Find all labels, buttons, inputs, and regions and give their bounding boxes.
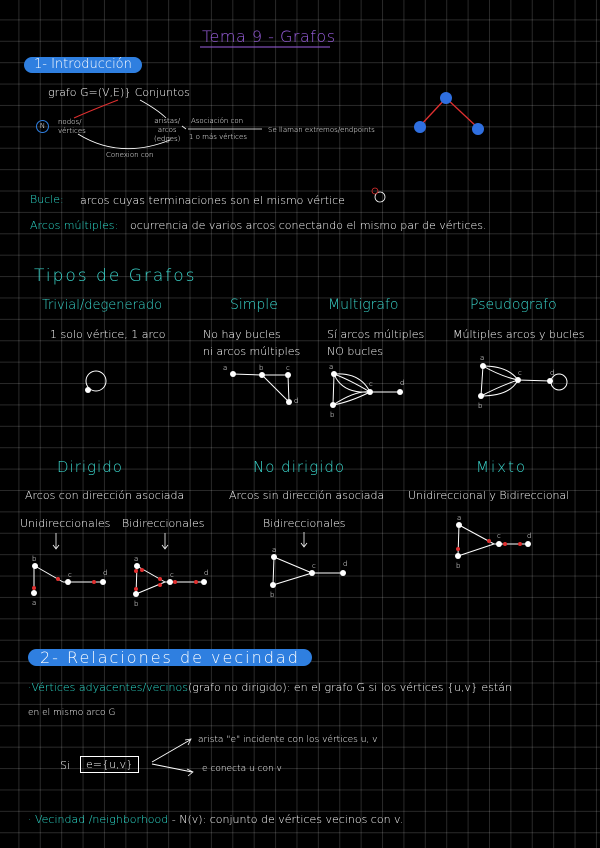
dirigido-title: Dirigido [57,458,123,476]
node-label: a [329,363,334,371]
dirigido-bi: Bidireccionales [122,517,205,530]
multigrafo-desc1: Sí arcos múltiples [327,328,425,341]
graph-definition: grafo G=(V,E)} Conjuntos [48,86,190,99]
neighborhood-term: · Vecindad /neighborhood [28,813,169,826]
trivial-title: Trivial/degenerado [42,298,163,313]
node-label: b [330,411,335,419]
simple-desc2: ni arcos múltiples [203,345,301,358]
bucle-definition: arcos cuyas terminaciones son el mismo vértice [80,194,345,207]
node-label: b [270,591,275,599]
no-dirigido-bi: Bidireccionales [263,517,346,530]
node-label: b [134,600,139,608]
node-label: a [134,555,139,563]
multigrafo-desc2: NO bucles [327,345,383,358]
node-label: b [478,402,483,410]
multigrafo-title: Multigrafo [328,297,399,313]
simple-desc1: No hay bucles [203,328,281,341]
simple-title: Simple [230,297,278,313]
node-label: a [480,354,485,362]
branch-incident: arista "e" incidente con los vértices u, v [198,735,378,745]
section1-label: 1- Introducción [24,57,142,73]
node-label: a [457,514,462,522]
node-label: b [456,562,461,570]
pseudografo-desc: Múltiples arcos y bucles [453,328,585,341]
node-label: c [286,364,290,372]
association-sub: 1 o más vértices [189,133,247,141]
node-label: a [32,599,37,607]
node-label: c [68,571,72,579]
connection-label: Conexion con [106,151,154,159]
tipos-heading: Tipos de Grafos [34,266,197,286]
no-dirigido-desc: Arcos sin dirección asociada [229,489,385,502]
edges-label: aristas/ arcos (edges) [154,117,181,143]
multi-definition: ocurrencia de varios arcos conectando el mismo par de vértices. [130,219,487,232]
node-label: d [400,379,405,387]
multi-term: Arcos múltiples: [30,219,119,232]
adjacent-definition: en el grafo G si los vértices {u,v} están [293,681,512,694]
adjacent-definition-2: en el mismo arco G [28,708,116,718]
mixto-title: Mixto [476,458,528,476]
node-label: c [170,571,174,579]
node-label: d [103,569,108,577]
adjacent-term: ·Vértices adyacentes/vecinos [28,681,188,694]
node-label: d [294,397,299,405]
bucle-term: Bucle: [30,193,64,206]
node-label: d [550,369,555,377]
edge-box: e={u,v} [80,756,139,773]
adjacent-paren: (grafo no dirigido): [187,681,291,694]
node-label: c [369,380,373,388]
neighborhood-definition: - N(v): conjunto de vértices vecinos con v. [171,813,404,826]
branch-connects: e conecta u con v [202,764,282,774]
association-label: Asociación con [191,117,244,125]
node-label: c [497,532,501,540]
pseudografo-title: Pseudografo [470,297,557,313]
node-label: d [527,532,532,540]
no-dirigido-title: No dirigido [253,458,346,476]
node-label: c [312,562,316,570]
node-circle-icon: N [36,120,49,133]
nodes-label: nodos/ vértices [58,118,86,135]
node-label: b [259,364,264,372]
dirigido-desc: Arcos con dirección asociada [25,489,185,502]
endpoints-label: Se llaman extremos/endpoints [268,126,375,134]
node-label: a [223,364,228,372]
trivial-desc: 1 solo vértice, 1 arco [50,328,166,341]
page-title: Tema 9 - Grafos [202,27,336,46]
mixto-desc: Unidireccional y Bidireccional [408,489,570,502]
dirigido-uni: Unidireccionales [20,517,111,530]
node-label: d [343,560,348,568]
section2-label: 2- Relaciones de vecindad [28,649,312,666]
node-label: a [272,546,277,554]
si-label: Si [60,759,71,772]
node-label: b [32,555,37,563]
node-label: c [518,369,522,377]
node-label: d [204,569,209,577]
